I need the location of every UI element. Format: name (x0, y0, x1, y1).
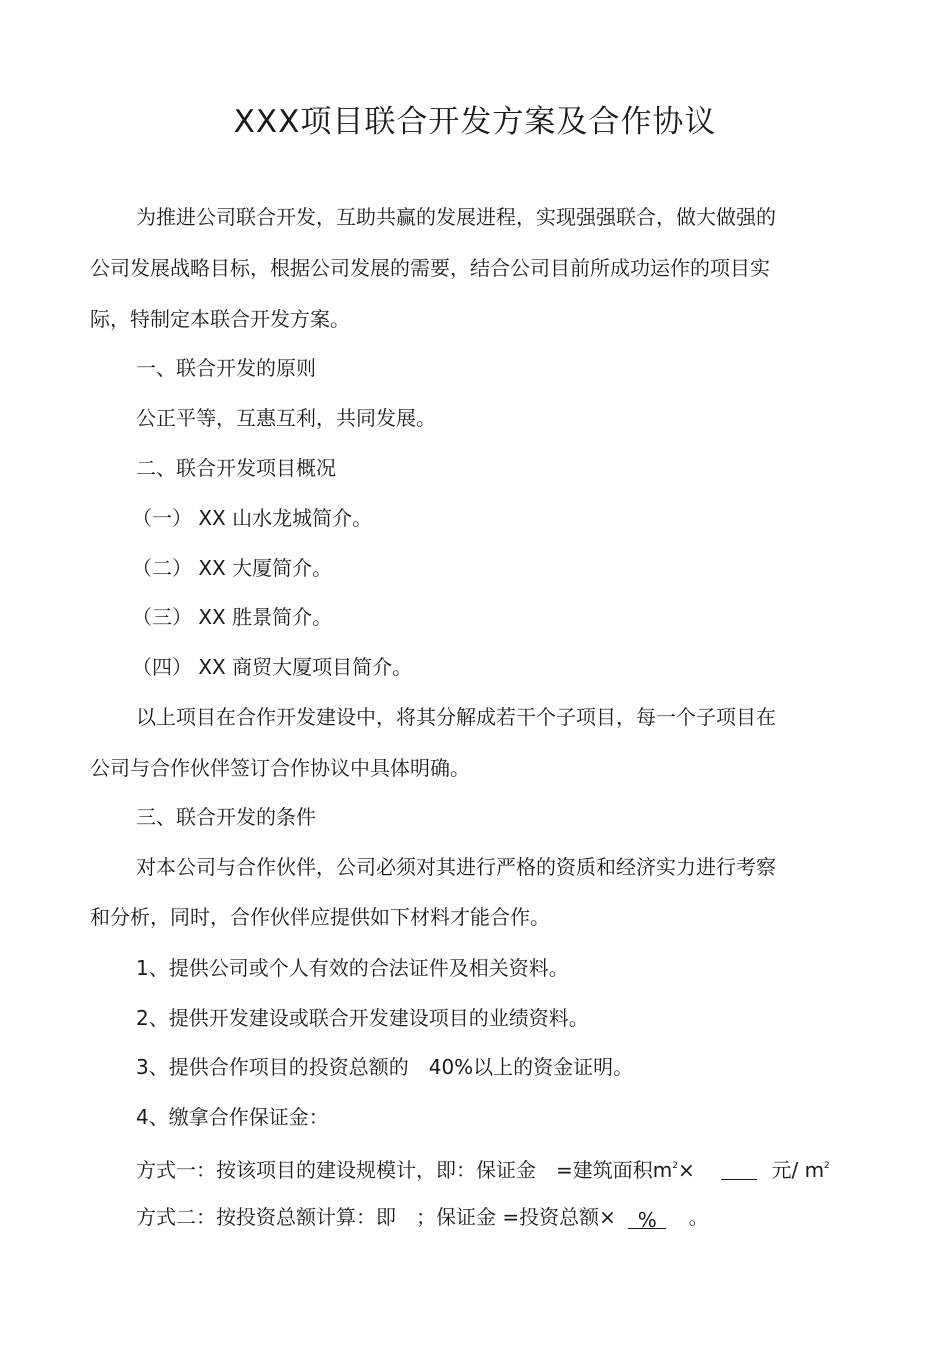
section-1-heading: 一、联合开发的原则 (136, 356, 316, 380)
intro-line-2: 公司发展战略目标，根据公司发展的需要，结合公司目前所成功运作的项目实 (90, 256, 770, 280)
squared-mark: 2 (672, 1161, 678, 1171)
section-3-heading: 三、联合开发的条件 (136, 805, 316, 829)
squared-mark: 2 (824, 1161, 830, 1171)
unit-price-blank (721, 1159, 757, 1180)
section-2-para-line-1: 以上项目在合作开发建设中，将其分解成若干个子项目，每一个子项目在 (136, 705, 776, 729)
requirement-item-2: 2、提供开发建设或联合开发建设项目的业绩资料。 (136, 1006, 589, 1030)
requirement-item-3: 3、提供合作项目的投资总额的 40%以上的资金证明。 (136, 1055, 634, 1079)
deposit-method-1 (136, 1154, 830, 1182)
unit-label: 元/ m (771, 1158, 825, 1182)
deposit-method-2 (136, 1205, 709, 1232)
project-item-3: （三） XX 胜景简介。 (132, 605, 333, 629)
project-item-4: （四） XX 商贸大厦项目简介。 (132, 655, 413, 679)
requirement-item-1: 1、提供公司或个人有效的合法证件及相关资料。 (136, 956, 569, 980)
intro-line-3: 际，特制定本联合开发方案。 (90, 307, 350, 331)
section-3-para-line-1: 对本公司与合作伙伴，公司必须对其进行严格的资质和经济实力进行考察 (136, 855, 776, 879)
method-2-end: 。 (688, 1205, 709, 1229)
project-item-2: （二） XX 大厦简介。 (132, 556, 333, 580)
section-3-para-line-2: 和分析，同时，合作伙伴应提供如下材料才能合作。 (90, 905, 550, 929)
requirement-item-4: 4、缴拿合作保证金： (136, 1105, 329, 1129)
section-1-text: 公正平等，互惠互利，共同发展。 (136, 406, 436, 430)
method-2-text: 方式二：按投资总额计算：即 ；保证金 =投资总额× (136, 1205, 616, 1229)
times-sign: × (677, 1158, 695, 1182)
document-title: XXX项目联合开发方案及合作协议 (233, 104, 717, 140)
percent-blank: % (628, 1208, 666, 1229)
project-item-1: （一） XX 山水龙城简介。 (132, 506, 373, 530)
intro-line-1: 为推进公司联合开发，互助共赢的发展进程，实现强强联合，做大做强的 (136, 205, 776, 229)
section-2-heading: 二、联合开发项目概况 (136, 456, 336, 480)
method-1-text: 方式一：按该项目的建设规模计，即：保证金 =建筑面积m (136, 1158, 673, 1182)
section-2-para-line-2: 公司与合作伙伴签订合作协议中具体明确。 (90, 756, 470, 780)
